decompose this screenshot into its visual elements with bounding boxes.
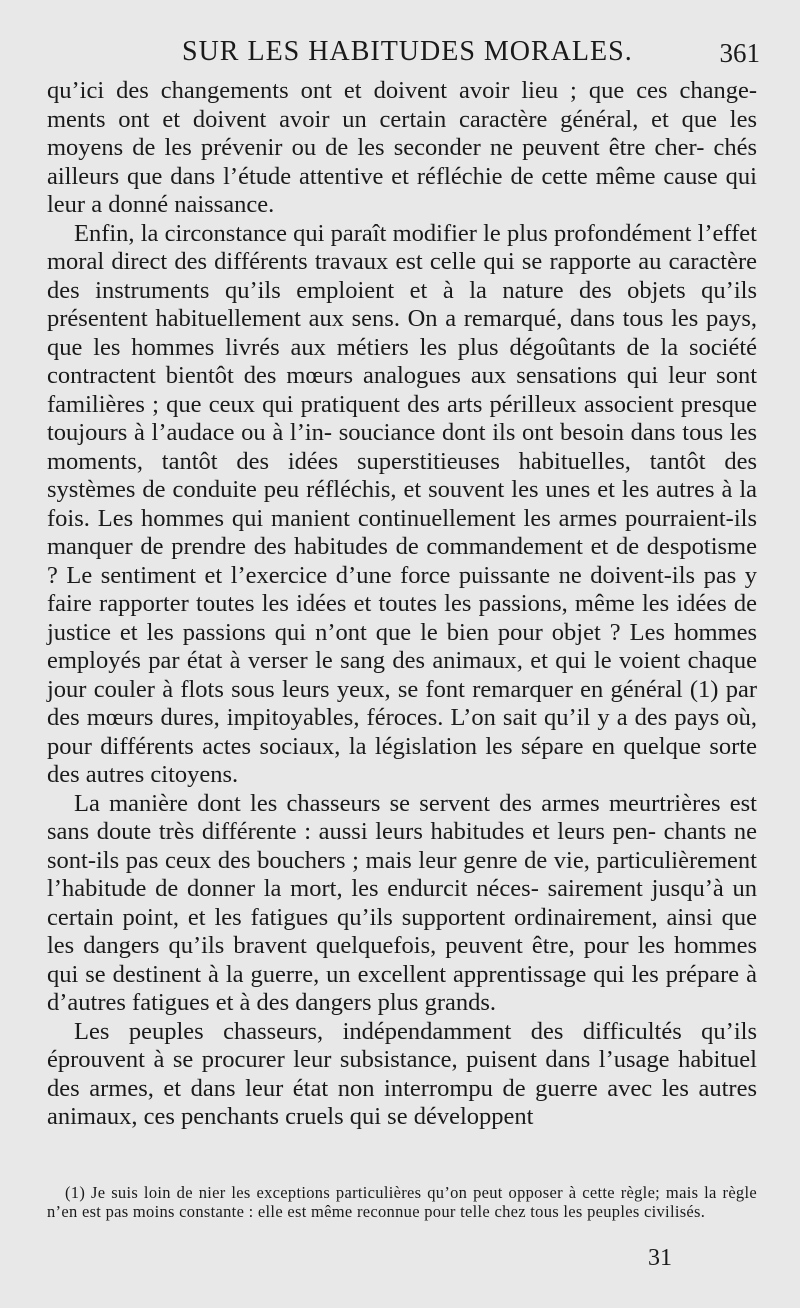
paragraph-3: La manière dont les chasseurs se servent des armes meurtrières est sans doute très différente : aussi leurs habitudes et leurs pen- chants ne sont-ils pas ceux des bouchers ; mais leur genre de vie, particulièrement l’habitude de donner la mort, les endurcit néces- sairement jusqu’à un certain point, et les fatigues qu’ils supportent ordinairement, ainsi que les dangers qu’ils bravent quelquefois, peuvent être, pour les hommes qui se destinent à la guerre, un excellent apprentissage qui les prépare à d’autres fatigues et à des dangers plus grands.: [47, 789, 757, 1016]
page-number: 361: [719, 38, 760, 68]
running-head-title: SUR LES HABITUDES MORALES.: [182, 36, 633, 67]
signature-mark: 31: [648, 1245, 672, 1271]
paragraph-4: Les peuples chasseurs, indépendamment des difficultés qu’ils éprouvent à se procurer leur subsistance, puisent dans l’usage habituel des armes, et dans leur état non interrompu de guerre avec les autres animaux, ces penchants cruels qui se développent: [47, 1017, 757, 1130]
running-head: [60, 36, 760, 72]
paragraph-2: Enfin, la circonstance qui paraît modifier le plus profondément l’effet moral direct des différents travaux est celle qui se rapporte au caractère des instruments qu’ils emploient et à la nature des objets qu’ils présentent habituellement aux sens. On a remarqué, dans tous les pays, que les hommes livrés aux métiers les plus dégoûtants de la société contractent bientôt des mœurs analogues aux sensations qui leur sont familières ; que ceux qui pratiquent des arts périlleux associent presque toujours à l’audace ou à l’in- souciance dont ils ont besoin dans tous les moments, tantôt des idées superstitieuses habituelles, tantôt des systèmes de conduite peu réfléchis, et souvent les unes et les autres à la fois. Les hommes qui manient continuellement les armes pourraient-ils manquer de prendre des habitudes de commandement et de despotisme ? Le sentiment et l’exercice d’une force puissante ne doivent-ils pas y faire rapporter toutes les idées et toutes les passions, même les idées de justice et les passions qui n’ont que le bien pour objet ? Les hommes employés par état à verser le sang des animaux, et qui le voient chaque jour couler à flots sous leurs yeux, se font remarquer en général (1) par des mœurs dures, impitoyables, féroces. L’on sait qu’il y a des pays où, pour différents actes sociaux, la législation les sépare en quelque sorte des autres citoyens.: [47, 219, 757, 788]
body-text: [47, 77, 757, 1132]
footnote: (1) Je suis loin de nier les exceptions particulières qu’on peut opposer à cette règle; mais la règle n’en est pas moins constante : elle est même reconnue pour telle chez tous les peuples civilisés.: [47, 1183, 757, 1221]
paragraph-1: qu’ici des changements ont et doivent avoir lieu ; que ces change- ments ont et doivent avoir un certain caractère général, et que les moyens de les prévenir ou de les seconder ne peuvent être cher- chés ailleurs que dans l’étude attentive et réfléchie de cette même cause qui leur a donné naissance.: [47, 77, 757, 218]
